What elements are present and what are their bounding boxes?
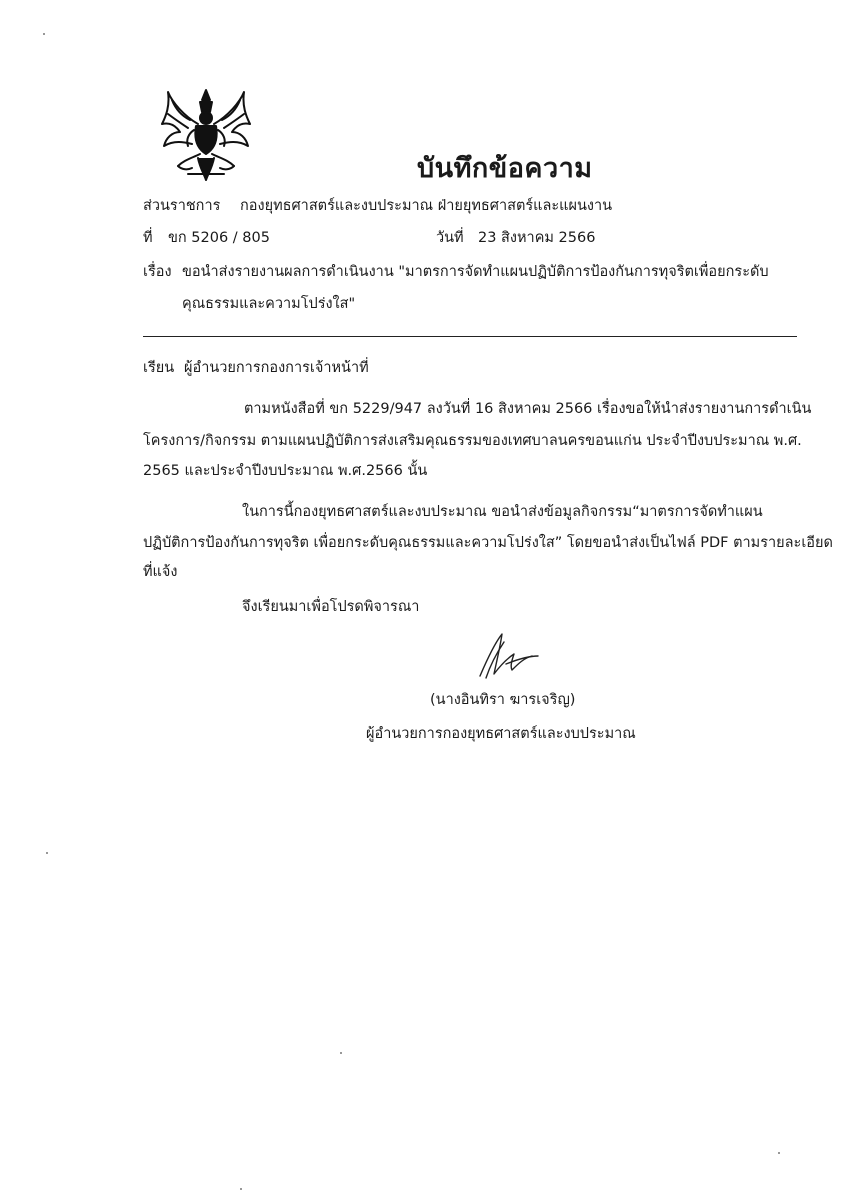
subject-line-1: ขอนำส่งรายงานผลการดำเนินงาน "มาตรการจัดทำแผนปฏิบัติการป้องกันการทุจริตเพื่อยกระดับ [182,264,769,280]
subject-label: เรื่อง [143,264,172,280]
closing-line: จึงเรียนมาเพื่อโปรดพิจารณา [242,599,420,615]
signatory-name: (นางอินทิรา ฆารเจริญ) [430,692,576,708]
agency-value: กองยุทธศาสตร์และงบประมาณ ฝ่ายยุทธศาสตร์และแผนงาน [240,198,613,214]
to-value: ผู้อำนวยการกองการเจ้าหน้าที่ [184,360,369,376]
date-label: วันที่ [436,230,464,246]
paragraph-2-line-3: ที่แจ้ง [143,564,178,580]
scan-speck [340,1052,342,1054]
paragraph-1-line-3: 2565 และประจำปีงบประมาณ พ.ศ.2566 นั้น [143,463,428,479]
signatory-position: ผู้อำนวยการกองยุทธศาสตร์และงบประมาณ [366,726,636,742]
to-label: เรียน [143,360,175,376]
agency-label: ส่วนราชการ [143,198,221,214]
memo-title: บันทึกข้อความ [417,153,593,184]
date-value: 23 สิงหาคม 2566 [478,230,596,246]
signature-mark [472,626,542,680]
paragraph-2-line-2: ปฏิบัติการป้องกันการทุจริต เพื่อยกระดับคุณธรรมและความโปร่งใส” โดยขอนำส่งเป็นไฟล์ PDF ตามรายละเอียด [143,535,833,551]
paragraph-1-line-2: โครงการ/กิจกรรม ตามแผนปฏิบัติการส่งเสริมคุณธรรมของเทศบาลนครขอนแก่น ประจำปีงบประมาณ พ.ศ. [143,433,802,449]
paragraph-2-line-1: ในการนี้กองยุทธศาสตร์และงบประมาณ ขอนำส่งข้อมูลกิจกรรม“มาตรการจัดทำแผน [242,504,763,520]
scan-speck [43,33,45,35]
garuda-emblem-icon [158,86,254,184]
scan-speck [778,1152,780,1154]
header-divider [143,336,797,337]
scan-speck [46,852,48,854]
ref-label: ที่ [143,230,153,246]
scan-speck [240,1188,242,1190]
subject-line-2: คุณธรรมและความโปร่งใส" [182,296,356,312]
ref-value: ขก 5206 / 805 [168,230,270,246]
paragraph-1-line-1: ตามหนังสือที่ ขก 5229/947 ลงวันที่ 16 สิงหาคม 2566 เรื่องขอให้นำส่งรายงานการดำเนิน [244,401,812,417]
